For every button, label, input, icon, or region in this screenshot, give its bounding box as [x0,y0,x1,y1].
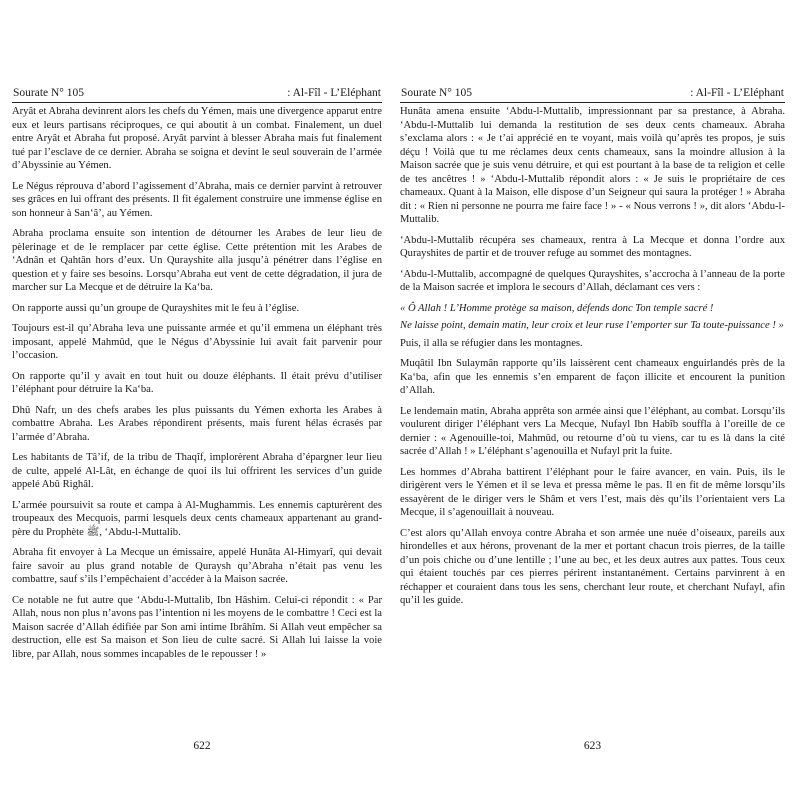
paragraph: Muqâtil Ibn Sulaymân rapporte qu’ils laissèrent cent chameaux enguirlandés près de la Ka‘ba, afin que les ennemis s’en emparent de façon illicite et encourent la punition d’Allah. [400,358,785,396]
right-running-header [400,86,785,103]
left-header-surah: Sourate N° 105 [13,87,85,99]
paragraph: ‘Abdu-l-Muttalib récupéra ses chameaux, rentra à La Mecque et donna l’ordre aux Qurayshites de partir et de trouver refuge au sommet des montagnes. [400,234,785,259]
right-header-title: : Al-Fîl - L’Eléphant [690,87,784,99]
right-page [400,86,785,786]
paragraph: Le Négus réprouva d’abord l’agissement d’Abraha, mais ce dernier parvint à retrouver ses grâces en lui offrant des présents. Il fit également construire une immense église en son honneur à San‘â’, au Yémen. [12,180,382,219]
paragraph: C’est alors qu’Allah envoya contre Abraha et son armée une nuée d’oiseaux, pareils aux hirondelles et aux hérons, provenant de la mer et portant chacun trois pierres, de la taille d’un pois chiche ou d’une lentille ; l’une au bec, et les deux autres aux pattes. Tous ceux qui étaient touchés par ces pierres périrent instantanément. Certains parvinrent à en réchapper et couraient dans tous les sens, cherchant leur route, et cherchant Nufayl, afin qu’il les guide. [400,527,785,606]
left-page [12,86,382,786]
left-header-title: : Al-Fîl - L’Eléphant [287,87,381,99]
paragraph: Abraha proclama ensuite son intention de détourner les Arabes de leur lieu de pèlerinage et de le remplacer par cette église. Cette prétention mit les Arabes de ‘Adnân et Qahtân hors d’eux. Un Qurayshite alla jusqu’à pénétrer dans l’église en question et y faire ses besoins. Lorsqu’Abraha eut vent de cette dégradation, il jura de marcher sur La Mecque et de détruire la Ka‘ba. [12,228,382,293]
right-page-body [400,103,785,608]
paragraph: On rapporte aussi qu’un groupe de Qurayshites mit le feu à l’église. [12,302,300,314]
left-running-header [12,86,382,103]
left-page-number: 622 [193,740,211,752]
right-page-number: 623 [583,740,602,752]
paragraph: Les hommes d’Abraha battirent l’éléphant pour le faire avancer, en vain. Puis, ils le dirigèrent vers le Yémen et il se leva et pressa même le pas. Il en fit de même lorsqu’ils essayèrent de le diriger vers le Shâm et vers l’est, mais dès qu’ils l’orientaient vers La Mecque, il s’agenouillait à nouveau. [400,466,785,518]
paragraph: Hunâta amena ensuite ‘Abdu-l-Muttalib, impressionnant par sa prestance, à Abraha. ‘Abdu-l-Muttalib lui demanda la restitution de ses deux cents chameaux. Abraha s’exclama alors : « Je t’ai apprécié en te voyant, mais voilà qu’après tes propos, je suis déçu ! Voilà que tu me réclames deux cents chameaux, sans la moindre allusion à la Maison sacrée que je suis venu détruire, et qui est pourtant à la base de ta religion et celle de tes ancêtres ! » ‘Abdu-l-Muttalib répondit alors : « Je suis le propriétaire de ces chameaux. Quant à la Maison, elle dispose d’un Seigneur qui saura la protéger ! » Abraha dit : « Rien ni personne ne pourra me faire face ! » - « Nous verrons ! », dit alors ‘Abdu-l-Muttalib. [400,106,785,225]
paragraph: ‘Abdu-l-Muttalib, accompagné de quelques Qurayshites, s’accrocha à l’anneau de la porte de la Maison sacrée et implora le secours d’Allah, déclamant ces vers : [400,268,785,293]
left-page-body [12,103,382,661]
paragraph: On rapporte qu’il y avait en tout huit ou douze éléphants. Il était prévu d’utiliser l’éléphant pour détruire la Ka‘ba. [12,370,382,395]
paragraph: Aryât et Abraha devinrent alors les chefs du Yémen, mais une divergence apparut entre eux et leurs partisans réciproques, ce qui aboutit à un combat. Finalement, un duel entre Aryât et Abraha fut proposé. Aryât parvint à blesser Abraha mais fut finalement tué par l’esclave de ce dernier. Abraha se soigna et devint le seul souverain de l’armée d’Abyssinie au Yémen. [12,106,382,171]
paragraph: Ce notable ne fut autre que ‘Abdu-l-Muttalib, Ibn Hâshim. Celui-ci répondit : « Par Allah, nous non plus n’avons pas l’intention ni les moyens de le combattre ! Ceci est la Maison sacrée d’Allah édifiée par Son ami intime Ibrâhîm. Si Allah veut empêcher sa destruction, elle est Sa maison et Son lieu de culte sacré. Si Allah lui laisse la voie libre, par Allah, nous sommes incapables de le repousser ! » [12,594,382,660]
paragraph: L’armée poursuivit sa route et campa à Al-Mughammis. Les ennemis capturèrent des troupeaux des Mecquois, parmi lesquels deux cents chameaux appartenant au grand-père du Prophète ﷺ, ‘Abdu-l-Muttalib. [12,499,382,538]
paragraph: Le lendemain matin, Abraha apprêta son armée ainsi que l’éléphant, au combat. Lorsqu’ils voulurent diriger l’éléphant vers La Mecque, Nufayl Ibn Habîb souffla à l’oreille de ce dernier : « Agenouille-toi, Mahmûd, ou retourne d’où tu viens, car tu es là dans la cité sacrée d’Allah ! » L’éléphant s’agenouilla et Nufayl prit la fuite. [400,405,785,457]
right-header-surah: Sourate N° 105 [401,87,473,99]
paragraph: Dhû Nafr, un des chefs arabes les plus puissants du Yémen exhorta les Arabes à combattre Abraha. Les Arabes répondirent présents, mais furent hélas écrasés par l’armée d’Abraha. [12,404,382,443]
paragraph: Puis, il alla se réfugier dans les montagnes. [400,337,583,349]
paragraph: Les habitants de Tâ’if, de la tribu de Thaqîf, implorèrent Abraha d’épargner leur lieu de culte, appelé Al-Lât, en échange de quoi ils lui offrirent les services d’un guide appelé Abû Righâl. [12,452,382,490]
paragraph: Toujours est-il qu’Abraha leva une puissante armée et qu’il emmena un éléphant très imposant, appelé Mahmûd, que le Négus d’Abyssinie lui avait fait parvenir pour l’occasion. [12,323,382,361]
verse-line: Ne laisse point, demain matin, leur croix et leur ruse l’emporter sur Ta toute-puissance ! » [400,320,784,331]
verse-line: « Ô Allah ! L’Homme protège sa maison, défends donc Ton temple sacré ! [400,302,714,314]
paragraph: Abraha fit envoyer à La Mecque un émissaire, appelé Hunâta Al-Himyarî, qui devait faire savoir au plus grand notable de Quraysh qu’Abraha n’était pas venu les combattre, sauf s’ils l’empêchaient d’accéder à la Maison sacrée. [12,547,382,585]
